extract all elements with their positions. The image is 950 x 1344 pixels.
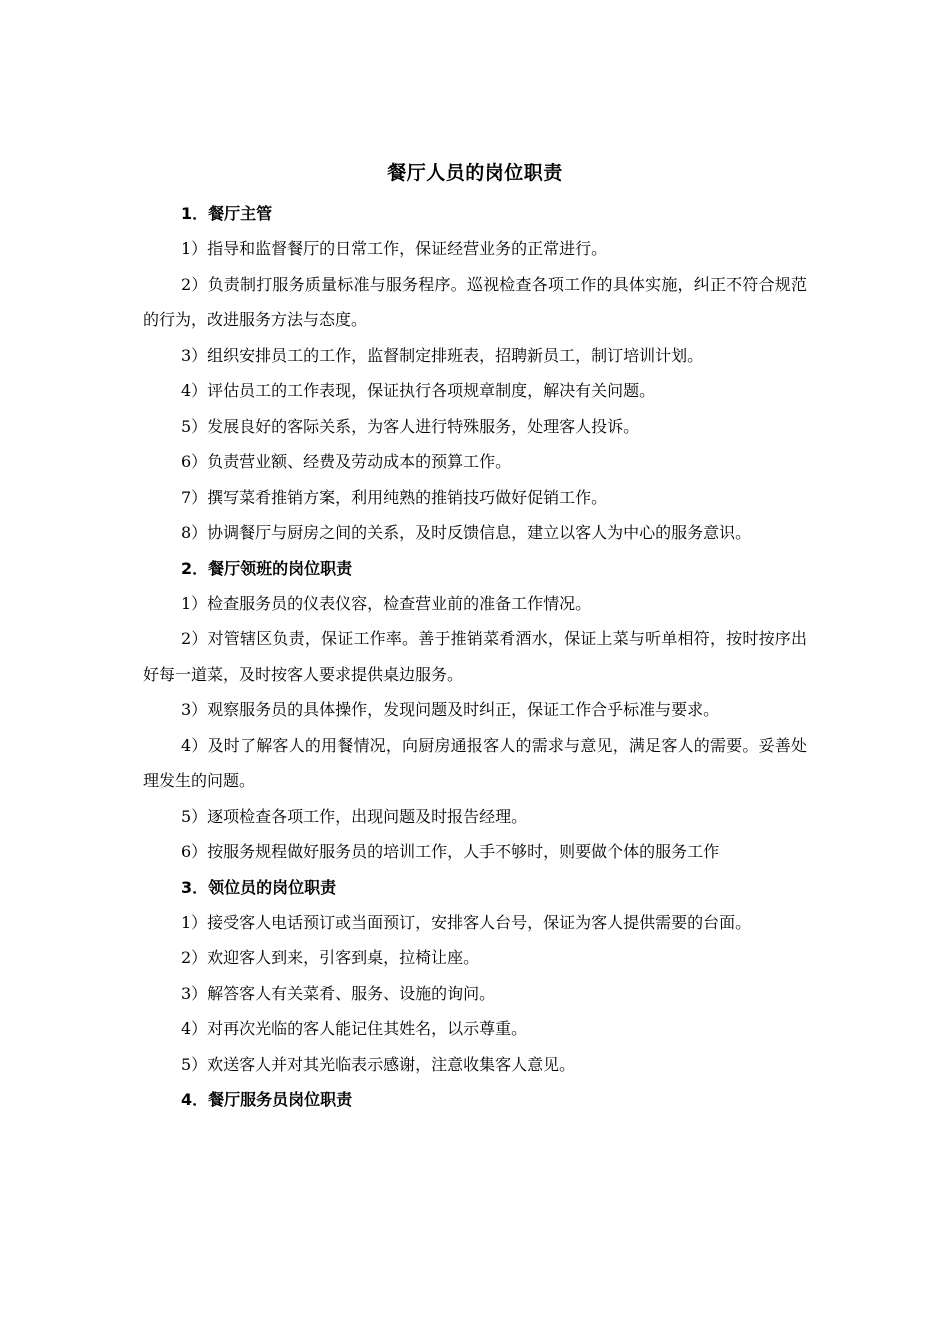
document-body (143, 156, 807, 1117)
list-item: 5）发展良好的客际关系，为客人进行特殊服务，处理客人投诉。 (181, 416, 640, 436)
list-item: 2）欢迎客人到来，引客到桌，拉椅让座。 (181, 948, 480, 967)
list-item: 1）指导和监督餐厅的日常工作，保证经营业务的正常进行。 (181, 239, 608, 258)
section-host (143, 870, 807, 1083)
list-item: 5）欢送客人并对其光临表示感谢，注意收集客人意见。 (181, 1054, 576, 1074)
section-team-leader (143, 551, 807, 870)
list-item: 5）逐项检查各项工作，出现问题及时报告经理。 (181, 806, 528, 826)
list-item: 3）解答客人有关菜肴、服务、设施的询问。 (181, 983, 496, 1003)
list-item: 6）按服务规程做好服务员的培训工作，人手不够时，则要做个体的服务工作 (181, 842, 720, 861)
list-item: 1）检查服务员的仪表仪容，检查营业前的准备工作情况。 (181, 593, 592, 613)
list-item: 1）接受客人电话预订或当面预订，安排客人台号，保证为客人提供需要的台面。 (181, 912, 752, 932)
list-item: 2）负责制打服务质量标准与服务程序。巡视检查各项工作的具体实施，纠正不符合规范的行为，改进服务方法与态度。 (143, 274, 807, 329)
section-heading: 1．餐厅主管 (181, 204, 273, 223)
section-restaurant-supervisor (143, 196, 807, 551)
list-item: 3）观察服务员的具体操作，发现问题及时纠正，保证工作合乎标准与要求。 (181, 700, 720, 719)
list-item: 4）评估员工的工作表现，保证执行各项规章制度，解决有关问题。 (181, 381, 656, 400)
list-item: 3）组织安排员工的工作，监督制定排班表，招聘新员工，制订培训计划。 (181, 345, 704, 365)
section-heading: 4．餐厅服务员岗位职责 (181, 1090, 353, 1109)
document-title: 餐厅人员的岗位职责 (387, 162, 563, 184)
list-item: 4）对再次光临的客人能记住其姓名，以示尊重。 (181, 1019, 528, 1038)
list-item: 2）对管辖区负责，保证工作率。善于推销菜肴酒水，保证上菜与听单相符，按时按序出好每一道菜，及时按客人要求提供桌边服务。 (143, 629, 807, 684)
list-item: 8）协调餐厅与厨房之间的关系，及时反馈信息，建立以客人为中心的服务意识。 (181, 523, 752, 542)
section-heading: 3．领位员的岗位职责 (181, 877, 337, 897)
section-waiter (143, 1082, 807, 1117)
list-item: 6）负责营业额、经费及劳动成本的预算工作。 (181, 452, 512, 471)
list-item: 7）撰写菜肴推销方案，利用纯熟的推销技巧做好促销工作。 (181, 487, 608, 507)
section-heading: 2．餐厅领班的岗位职责 (181, 558, 353, 578)
list-item: 4）及时了解客人的用餐情况，向厨房通报客人的需求与意见，满足客人的需要。妥善处理发生的问题。 (143, 735, 807, 790)
